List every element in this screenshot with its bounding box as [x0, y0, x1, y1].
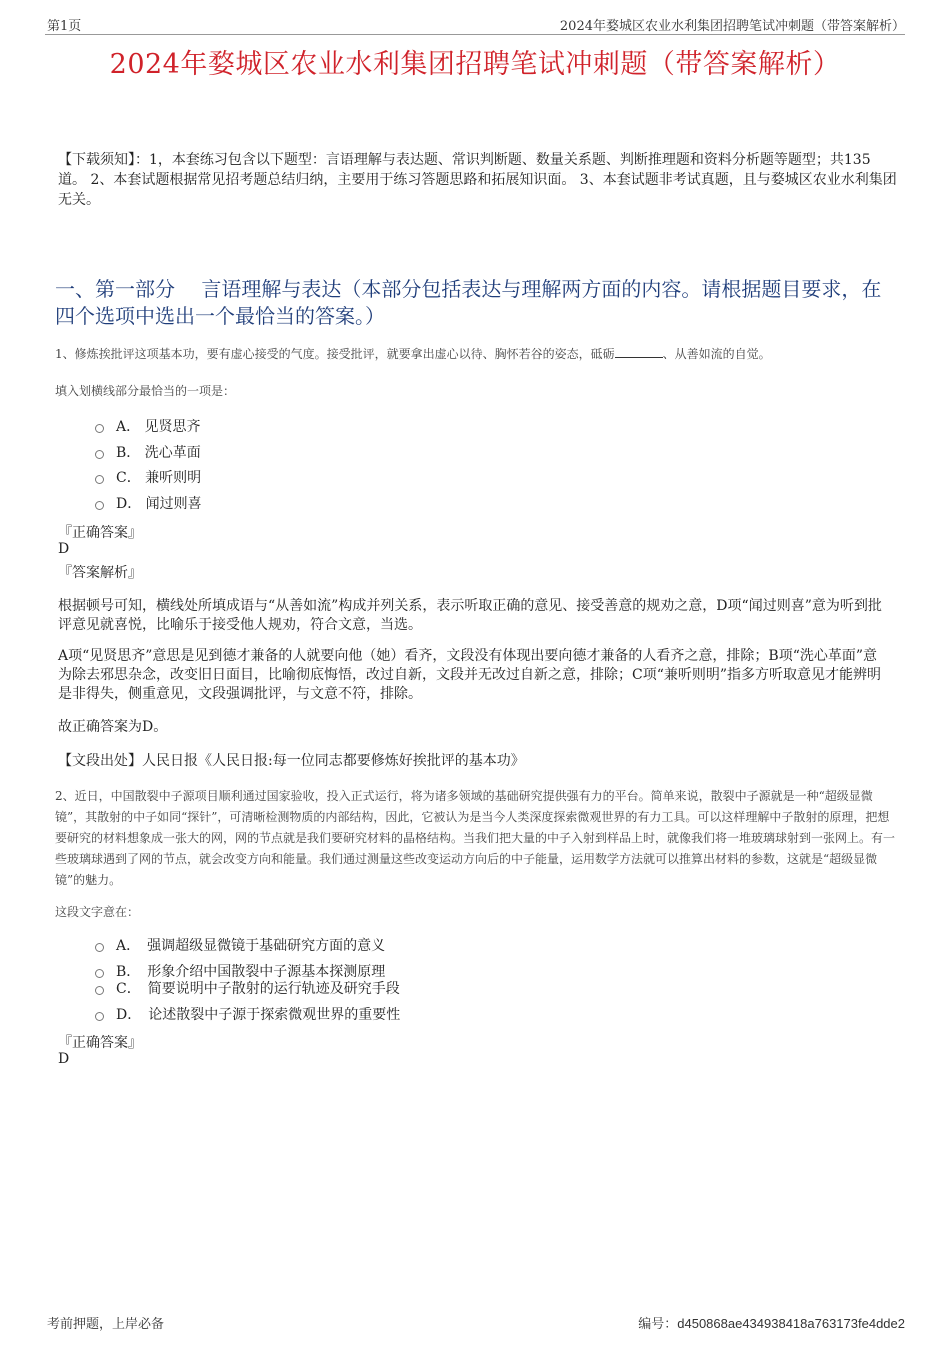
question-1-option-a[interactable] [95, 416, 201, 436]
question-2-answer: D [58, 1051, 70, 1067]
question-1-option-b[interactable] [95, 442, 201, 462]
radio-icon[interactable] [95, 450, 104, 459]
question-2-option-a[interactable] [95, 935, 385, 955]
question-1-analysis-paragraph-3: 故正确答案为D。 [58, 719, 168, 735]
question-1-answer: D [58, 541, 70, 557]
question-2-option-d[interactable] [95, 1004, 400, 1024]
option-label: C． 兼听则明 [116, 470, 202, 486]
question-1-option-c[interactable] [95, 467, 201, 487]
question-2-answer-label: 『正确答案』 [58, 1035, 142, 1051]
page-number: 第1页 [47, 19, 82, 34]
question-1-analysis-paragraph-2: A项“见贤思齐”意思是见到德才兼备的人就要向他（她）看齐，文段没有体现出要向德才兼备的人看齐之意，排除；B项“洗心革面”意为除去邪思杂念，改变旧日面目，比喻彻底悔悟，改过自新，文段并无改过自新之意，排除；C项“兼听则明”指多方听取意见才能辨明是非得失，侧重意见，文段强调批评，与文意不符，排除。 [58, 648, 882, 702]
radio-icon[interactable] [95, 501, 104, 510]
download-notice: 【下载须知】：1，本套练习包含以下题型：言语理解与表达题、常识判断题、数量关系题、判断推理题和资料分析题等题型；共135道。 2、本套试题根据常见招考题总结归纳，主要用于练习答题思路和拓展知识面。 3、本套试题非考试真题，且与婺城区农业水利集团无关。 [58, 152, 897, 208]
footer-serial: 编号：d450868ae434938418a763173fe4dde2 [638, 1316, 905, 1331]
question-1-stem-after: 、从善如流的自觉。 [662, 347, 771, 361]
question-1-analysis-paragraph-1: 根据顿号可知，横线处所填成语与“从善如流”构成并列关系，表示听取正确的意见、接受善意的规劝之意，D项“闻过则喜”意为听到批评意见就喜悦，比喻乐于接受他人规劝，符合文意，当选。 [58, 598, 882, 633]
fill-blank [615, 345, 663, 358]
option-label: B． 形象介绍中国散裂中子源基本探测原理 [116, 964, 386, 980]
header-rule [45, 34, 905, 35]
question-1-stem-before: 1、修炼挨批评这项基本功，要有虚心接受的气度。接受批评，就要拿出虚心以待、胸怀若谷的姿态，砥砺 [55, 347, 615, 361]
radio-icon[interactable] [95, 1012, 104, 1021]
option-label: D． 闻过则喜 [116, 496, 202, 512]
question-1-source: 【文段出处】人民日报《人民日报:每一位同志都要修炼好挨批评的基本功》 [58, 753, 525, 769]
question-1-prompt: 填入划横线部分最恰当的一项是： [55, 384, 236, 398]
question-1-answer-label: 『正确答案』 [58, 525, 142, 541]
radio-icon[interactable] [95, 986, 104, 995]
running-header-title: 2024年婺城区农业水利集团招聘笔试冲刺题（带答案解析） [559, 19, 905, 34]
radio-icon[interactable] [95, 475, 104, 484]
option-label: A． 见贤思齐 [116, 419, 201, 435]
question-1-analysis-label: 『答案解析』 [58, 565, 142, 581]
question-1-option-d[interactable] [95, 493, 202, 513]
question-2-prompt: 这段文字意在： [55, 905, 140, 919]
section-heading: 一、第一部分 言语理解与表达（本部分包括表达与理解两方面的内容。请根据题目要求，在四个选项中选出一个最恰当的答案。） [55, 277, 882, 328]
option-label: D． 论述散裂中子源于探索微观世界的重要性 [116, 1007, 401, 1023]
document-title: 2024年婺城区农业水利集团招聘笔试冲刺题（带答案解析） [109, 49, 841, 80]
radio-icon[interactable] [95, 943, 104, 952]
footer-slogan: 考前押题，上岸必备 [47, 1317, 165, 1332]
option-label: C． 简要说明中子散射的运行轨迹及研究手段 [116, 981, 400, 997]
radio-icon[interactable] [95, 424, 104, 433]
option-label: B． 洗心革面 [116, 445, 201, 461]
question-2-option-c[interactable] [95, 978, 400, 998]
radio-icon[interactable] [95, 969, 104, 978]
question-2-stem: 2、近日，中国散裂中子源项目顺利通过国家验收，投入正式运行，将为诸多领域的基础研究提供强有力的平台。简单来说，散裂中子源就是一种“超级显微镜”，其散射的中子如同“探针”，可清晰检测物质的内部结构，因此，它被认为是当今人类深度探索微观世界的有力工具。可以这样理解中子散射的原理，把想要研究的材料想象成一张大的网，网的节点就是我们要研究材料的晶格结构。当我们把大量的中子入射到样品上时，就像我们将一堆玻璃球射到一张网上。有一些玻璃球遇到了网的节点，就会改变方向和能量。我们通过测量这些改变运动方向后的中子能量，运用数学方法就可以推算出材料的参数，这就是“超级显微镜”的魅力。 [55, 789, 896, 887]
question-1-stem [55, 344, 900, 365]
option-label: A． 强调超级显微镜于基础研究方面的意义 [116, 938, 386, 954]
